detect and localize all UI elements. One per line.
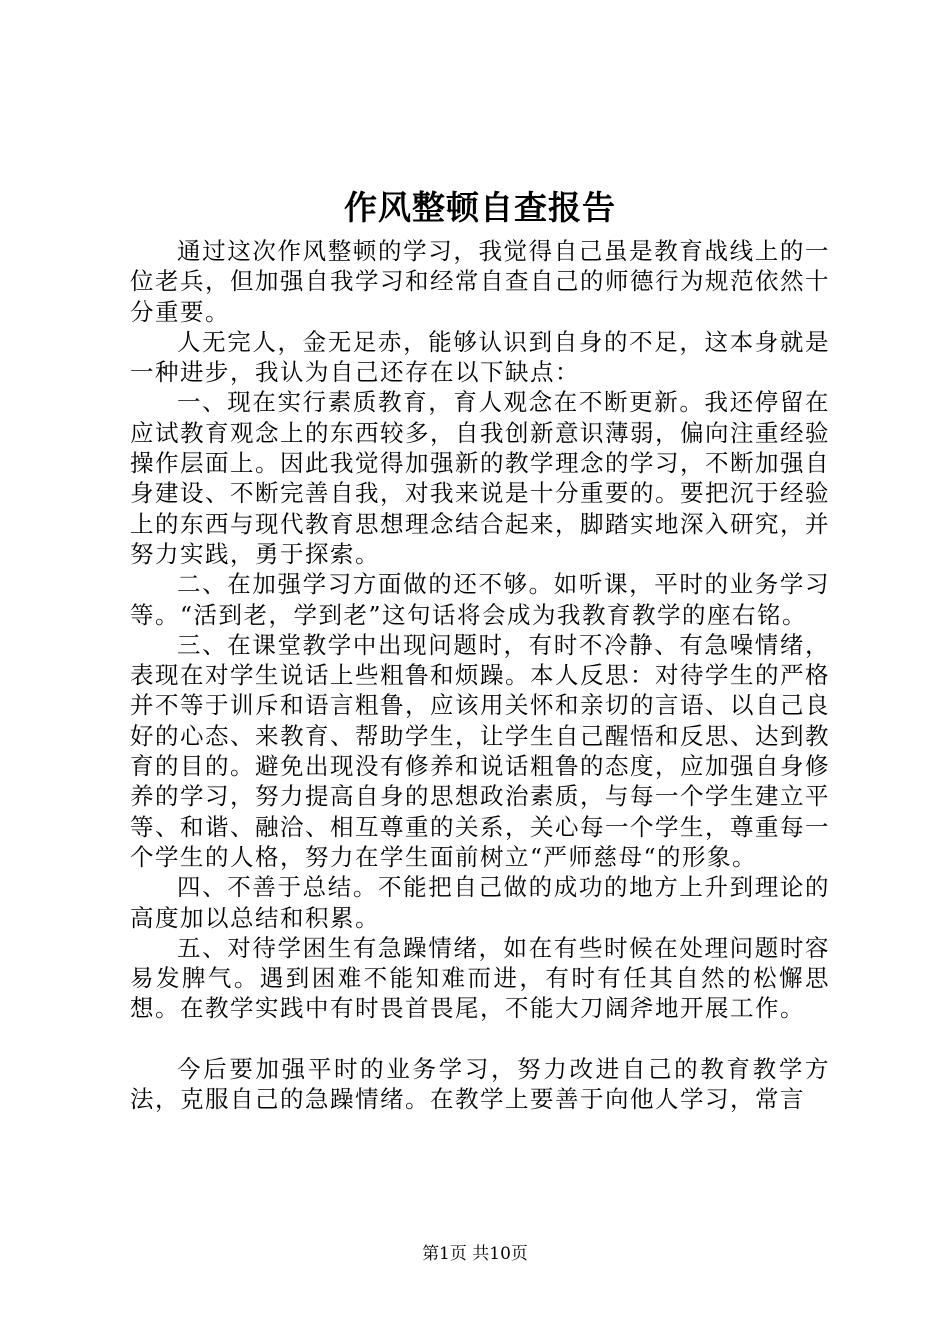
document-body (130, 236, 830, 1114)
paragraph-point-3: 三、在课堂教学中出现问题时，有时不冷静、有急噪情绪，表现在对学生说话上些粗鲁和烦躁。本人反思：对待学生的严格并不等于训斥和语言粗鲁，应该用关怀和亲切的言语、以自己良好的心态、来教育、帮助学生，让学生自己醒悟和反思、达到教育的目的。避免出现没有修养和说话粗鲁的态度，应加强自身修养的学习，努力提高自身的思想政治素质，与每一个学生建立平等、和谐、融洽、相互尊重的关系，关心每一个学生，尊重每一个学生的人格，努力在学生面前树立“严师慈母“的形象。 (130, 630, 830, 871)
paragraph-self-assessment: 人无完人，金无足赤，能够认识到自身的不足，这本身就是一种进步，我认为自己还存在以下缺点： (130, 327, 830, 387)
paragraph-future-plan: 今后要加强平时的业务学习，努力改进自己的教育教学方法，克服自己的急躁情绪。在教学上要善于向他人学习，常言 (130, 1054, 830, 1114)
paragraph-point-4: 四、不善于总结。不能把自己做的成功的地方上升到理论的高度加以总结和积累。 (130, 873, 830, 932)
document-title: 作风整顿自查报告 (344, 188, 616, 227)
paragraph-point-2: 二、在加强学习方面做的还不够。如听课，平时的业务学习等。“活到老，学到老”这句话将会成为我教育教学的座右铭。 (130, 570, 830, 629)
paragraph-point-1: 一、现在实行素质教育，育人观念在不断更新。我还停留在应试教育观念上的东西较多，自我创新意识薄弱，偏向注重经验操作层面上。因此我觉得加强新的教学理念的学习，不断加强自身建设、不断完善自我，对我来说是十分重要的。要把沉于经验上的东西与现代教育思想理念结合起来，脚踏实地深入研究，并努力实践，勇于探索。 (130, 388, 830, 568)
page-indicator: 第1页 共10页 (422, 1244, 528, 1264)
paragraph-point-5: 五、对待学困生有急躁情绪，如在有些时候在处理问题时容易发脾气。遇到困难不能知难而进，有时有任其自然的松懈思想。在教学实践中有时畏首畏尾，不能大刀阔斧地开展工作。 (130, 933, 830, 1023)
paragraph-gap (130, 1024, 830, 1054)
paragraph-intro: 通过这次作风整顿的学习，我觉得自己虽是教育战线上的一位老兵，但加强自我学习和经常自查自己的师德行为规范依然十分重要。 (130, 237, 830, 326)
